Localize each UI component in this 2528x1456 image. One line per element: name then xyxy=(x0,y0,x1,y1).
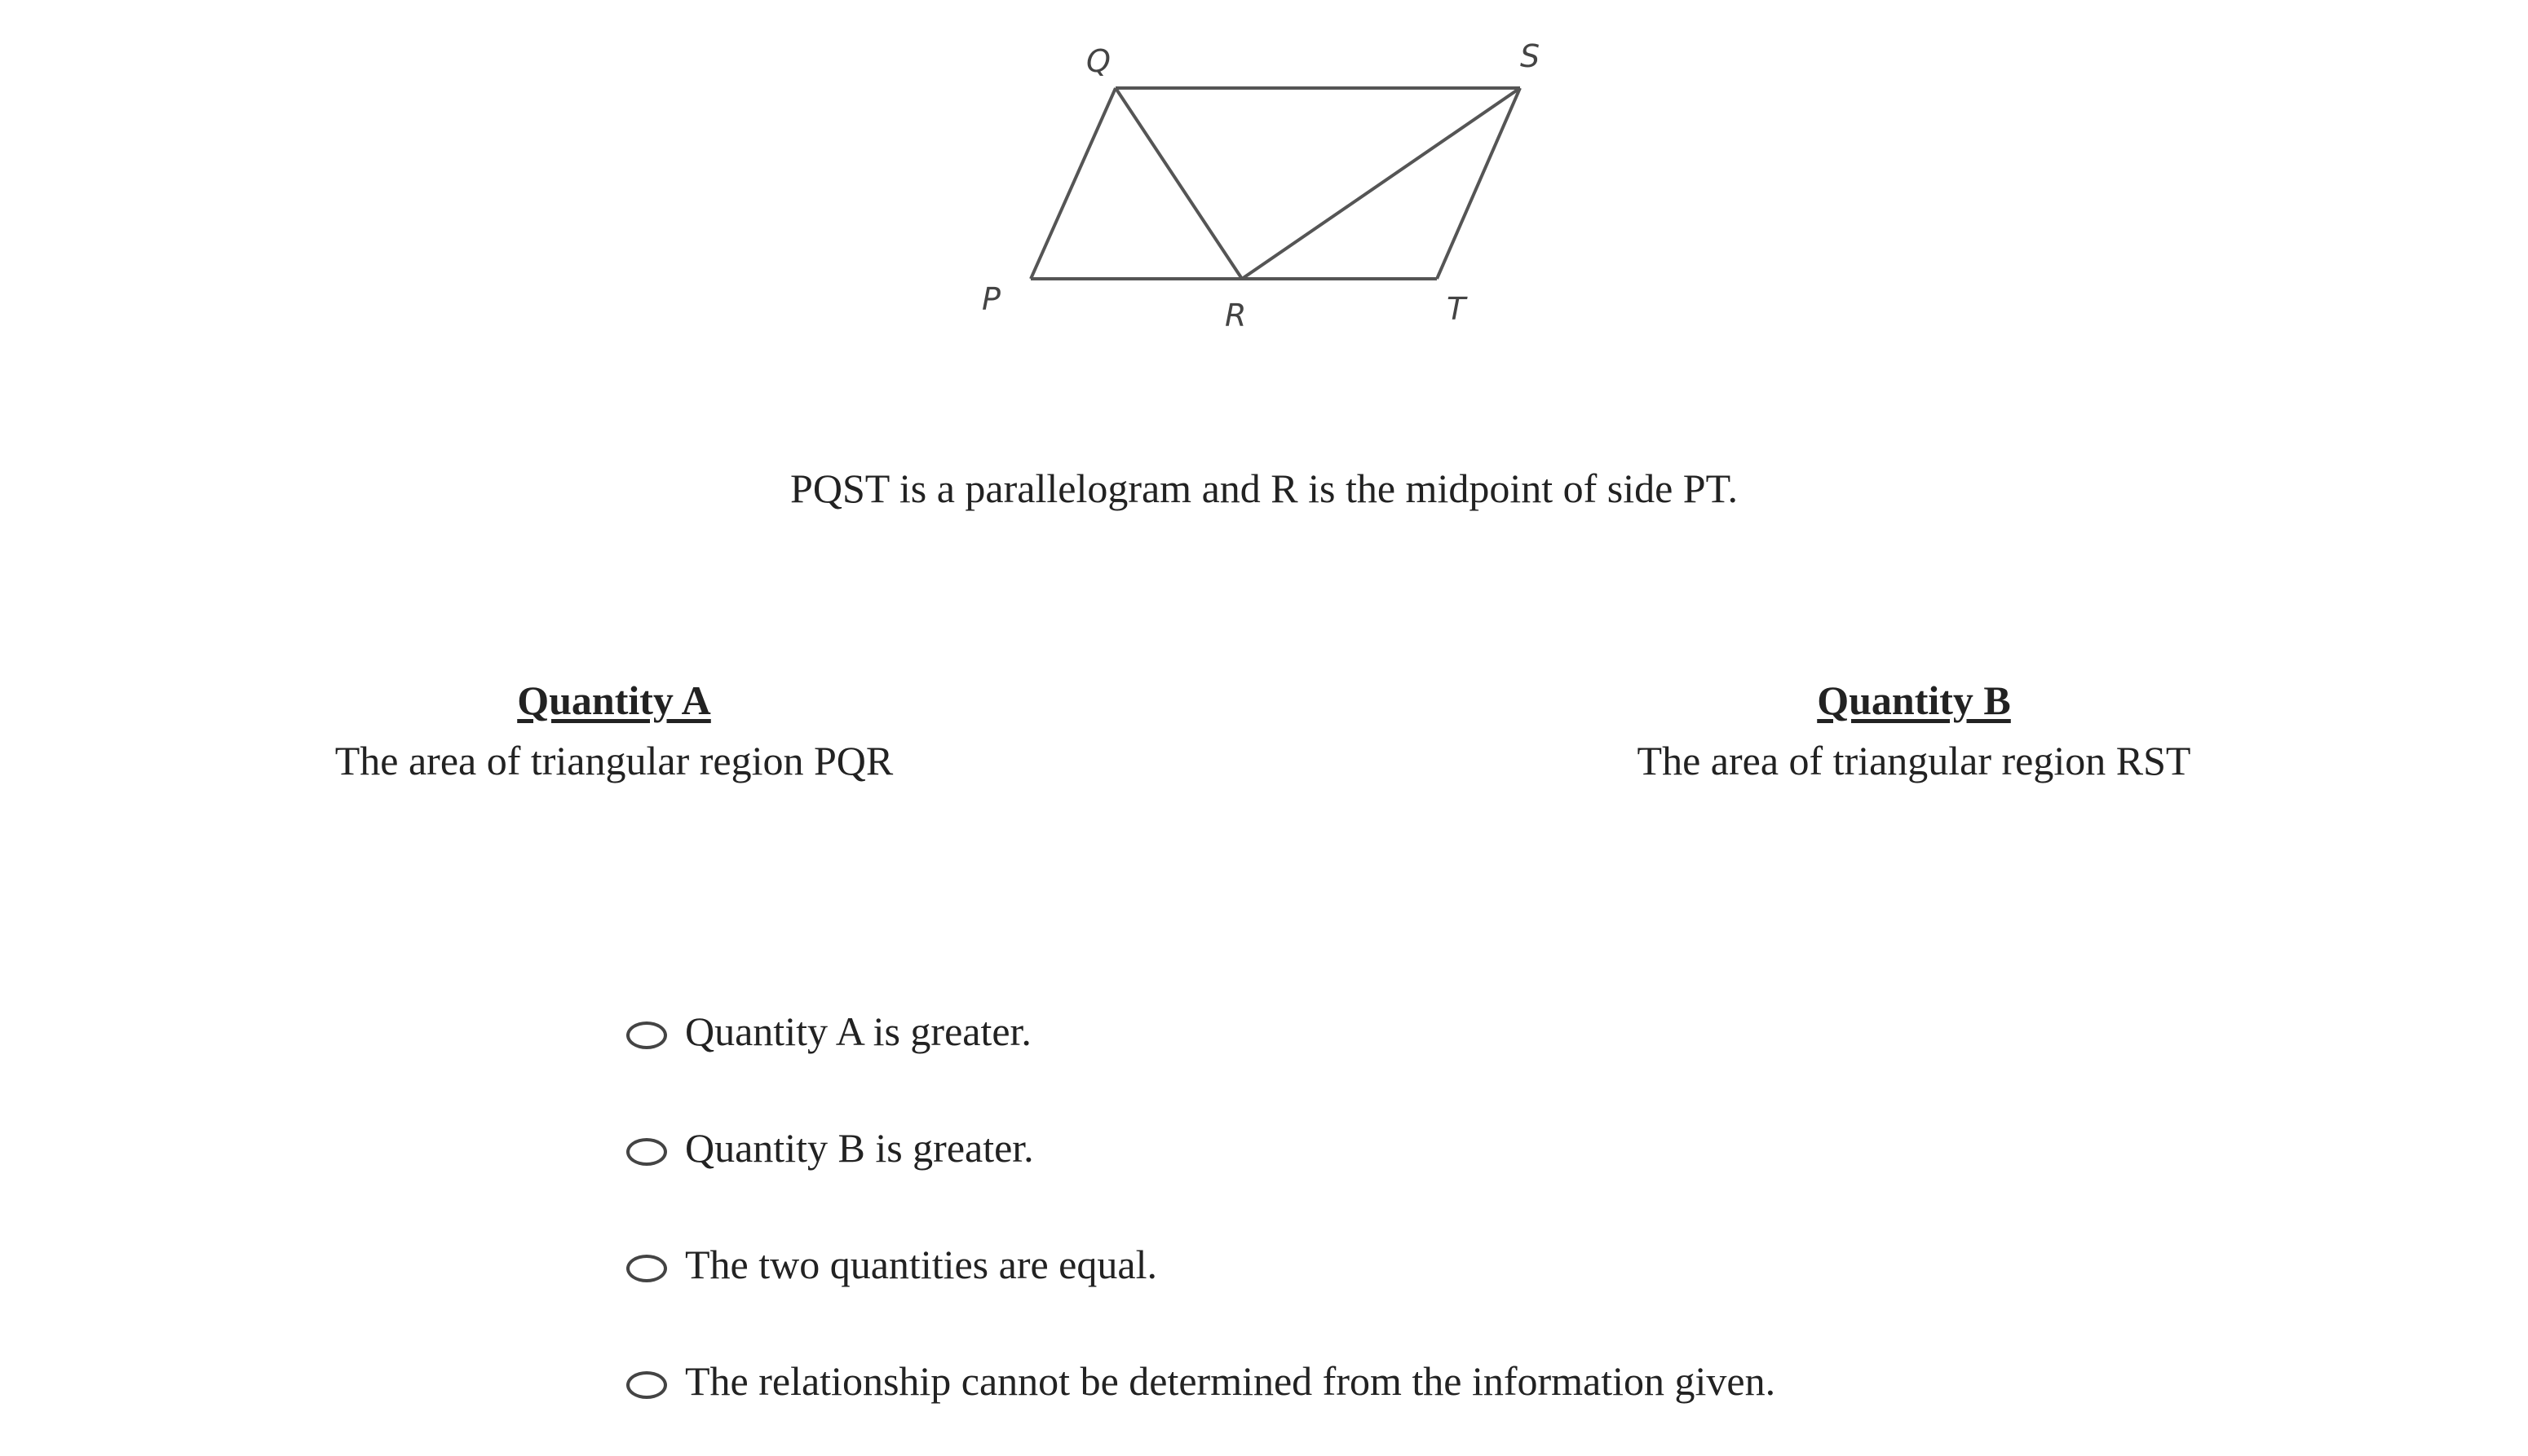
label-r: R xyxy=(1225,298,1247,333)
side-pq xyxy=(1031,88,1116,279)
choice-label[interactable]: Quantity A is greater. xyxy=(685,1008,1032,1054)
quantity-b-heading: Quantity B xyxy=(1817,677,2011,723)
question-stem: PQST is a parallelogram and R is the midpoint of side PT. xyxy=(790,465,1738,511)
choice-label[interactable]: The two quantities are equal. xyxy=(685,1242,1157,1287)
choice-cannot-determine[interactable] xyxy=(626,1352,1775,1410)
label-p: P xyxy=(982,281,1001,317)
parallelogram-diagram xyxy=(962,24,1566,351)
answer-choices xyxy=(626,1003,1775,1456)
quantity-a xyxy=(206,677,1022,784)
choice-b-greater[interactable] xyxy=(626,1119,1775,1176)
choice-label[interactable]: The relationship cannot be determined from the information given. xyxy=(685,1358,1776,1404)
quantity-b-text: The area of triangular region RST xyxy=(1637,738,2191,783)
label-q: Q xyxy=(1086,43,1111,79)
choice-a-greater[interactable] xyxy=(626,1003,1775,1060)
radio-button[interactable] xyxy=(626,1021,667,1049)
radio-button[interactable] xyxy=(626,1255,667,1282)
segment-qr xyxy=(1116,88,1242,279)
quantity-a-heading: Quantity A xyxy=(517,677,711,723)
choice-label[interactable]: Quantity B is greater. xyxy=(685,1125,1034,1171)
label-s: S xyxy=(1520,38,1540,74)
quantity-a-text: The area of triangular region PQR xyxy=(334,738,894,783)
parallelogram-figure xyxy=(962,24,1566,351)
radio-button[interactable] xyxy=(626,1138,667,1166)
label-t: T xyxy=(1447,291,1466,327)
choice-equal[interactable] xyxy=(626,1236,1775,1293)
radio-button[interactable] xyxy=(626,1371,667,1399)
quantity-b xyxy=(1506,677,2322,784)
